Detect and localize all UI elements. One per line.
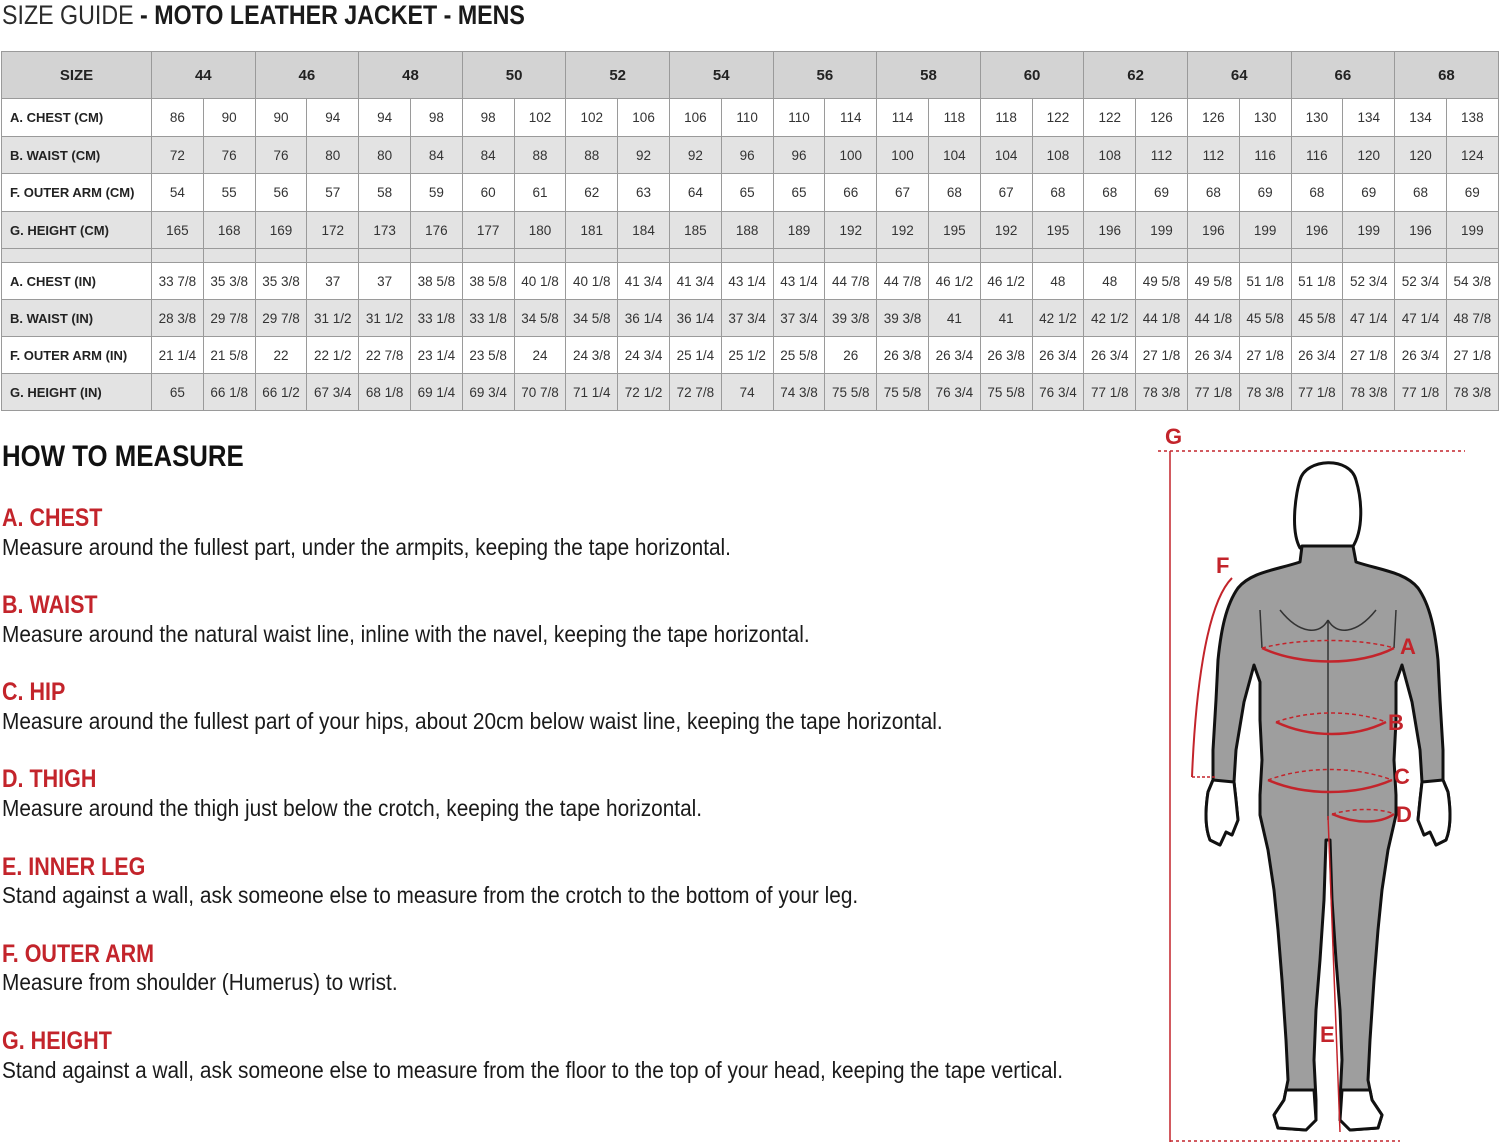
table-cell: 74 xyxy=(721,374,773,411)
table-cell: 43 1/4 xyxy=(773,263,825,300)
table-cell: 118 xyxy=(928,99,980,137)
title-prefix: SIZE GUIDE xyxy=(2,0,134,30)
table-cell: 195 xyxy=(928,212,980,249)
spacer-cell xyxy=(618,249,670,263)
table-cell: 43 1/4 xyxy=(721,263,773,300)
table-cell: 192 xyxy=(825,212,877,249)
table-cell: 27 1/8 xyxy=(1446,337,1498,374)
table-cell: 27 1/8 xyxy=(1343,337,1395,374)
table-cell: 24 3/8 xyxy=(566,337,618,374)
table-cell: 44 1/8 xyxy=(1136,300,1188,337)
inner-leg-description: Stand against a wall, ask someone else to measure from the crotch to the bottom of your leg. xyxy=(2,882,859,908)
table-cell: 48 xyxy=(1032,263,1084,300)
table-cell: 56 xyxy=(255,174,307,212)
table-cell: 112 xyxy=(1136,137,1188,174)
spacer-cell xyxy=(2,249,152,263)
table-cell: 80 xyxy=(359,137,411,174)
table-cell: 26 3/4 xyxy=(1032,337,1084,374)
table-cell: 100 xyxy=(825,137,877,174)
table-cell: 42 1/2 xyxy=(1084,300,1136,337)
table-row xyxy=(2,263,1499,300)
table-cell: 37 xyxy=(359,263,411,300)
row-label: F. OUTER ARM (IN) xyxy=(2,337,152,374)
table-cell: 26 3/8 xyxy=(980,337,1032,374)
table-cell: 98 xyxy=(410,99,462,137)
table-cell: 72 xyxy=(152,137,204,174)
table-cell: 25 1/2 xyxy=(721,337,773,374)
table-cell: 42 1/2 xyxy=(1032,300,1084,337)
table-cell: 169 xyxy=(255,212,307,249)
row-label: B. WAIST (IN) xyxy=(2,300,152,337)
spacer-cell xyxy=(1032,249,1084,263)
table-cell: 88 xyxy=(566,137,618,174)
table-cell: 110 xyxy=(721,99,773,137)
table-cell: 68 xyxy=(1084,174,1136,212)
table-cell: 172 xyxy=(307,212,359,249)
table-cell: 74 3/8 xyxy=(773,374,825,411)
table-cell: 51 1/8 xyxy=(1291,263,1343,300)
table-cell: 71 1/4 xyxy=(566,374,618,411)
size-header-52: 52 xyxy=(566,52,670,99)
table-cell: 24 3/4 xyxy=(618,337,670,374)
height-heading: G. HEIGHT xyxy=(2,1027,112,1055)
table-cell: 65 xyxy=(152,374,204,411)
table-cell: 177 xyxy=(462,212,514,249)
row-label: A. CHEST (IN) xyxy=(2,263,152,300)
table-cell: 51 1/8 xyxy=(1239,263,1291,300)
table-cell: 44 7/8 xyxy=(825,263,877,300)
outer-arm-heading: F. OUTER ARM xyxy=(2,940,155,968)
table-cell: 199 xyxy=(1136,212,1188,249)
table-cell: 37 3/4 xyxy=(773,300,825,337)
table-cell: 77 1/8 xyxy=(1187,374,1239,411)
size-header-64: 64 xyxy=(1187,52,1291,99)
letter-f: F xyxy=(1216,553,1230,578)
table-cell: 70 7/8 xyxy=(514,374,566,411)
row-label: A. CHEST (CM) xyxy=(2,99,152,137)
table-cell: 23 1/4 xyxy=(410,337,462,374)
table-cell: 48 7/8 xyxy=(1446,300,1498,337)
table-cell: 21 5/8 xyxy=(203,337,255,374)
spacer-cell xyxy=(773,249,825,263)
table-cell: 134 xyxy=(1343,99,1395,137)
table-cell: 104 xyxy=(980,137,1032,174)
table-cell: 84 xyxy=(410,137,462,174)
table-cell: 102 xyxy=(566,99,618,137)
table-cell: 189 xyxy=(773,212,825,249)
table-cell: 22 1/2 xyxy=(307,337,359,374)
table-cell: 35 3/8 xyxy=(255,263,307,300)
table-cell: 68 xyxy=(1395,174,1447,212)
table-cell: 66 1/2 xyxy=(255,374,307,411)
spacer-cell xyxy=(1136,249,1188,263)
table-row xyxy=(2,300,1499,337)
table-cell: 180 xyxy=(514,212,566,249)
table-cell: 126 xyxy=(1187,99,1239,137)
table-row xyxy=(2,174,1499,212)
table-cell: 80 xyxy=(307,137,359,174)
table-cell: 184 xyxy=(618,212,670,249)
table-cell: 60 xyxy=(462,174,514,212)
size-header-46: 46 xyxy=(255,52,359,99)
table-cell: 96 xyxy=(721,137,773,174)
table-cell: 78 3/8 xyxy=(1343,374,1395,411)
table-cell: 66 1/8 xyxy=(203,374,255,411)
table-cell: 165 xyxy=(152,212,204,249)
table-cell: 52 3/4 xyxy=(1395,263,1447,300)
table-cell: 126 xyxy=(1136,99,1188,137)
table-cell: 26 3/4 xyxy=(1395,337,1447,374)
measurement-figure xyxy=(1150,420,1480,1144)
table-cell: 181 xyxy=(566,212,618,249)
table-cell: 108 xyxy=(1032,137,1084,174)
spacer-cell xyxy=(307,249,359,263)
size-header-label: SIZE xyxy=(2,52,152,99)
table-cell: 77 1/8 xyxy=(1291,374,1343,411)
table-cell: 67 3/4 xyxy=(307,374,359,411)
letter-a: A xyxy=(1400,634,1416,659)
table-cell: 76 xyxy=(255,137,307,174)
size-header-60: 60 xyxy=(980,52,1084,99)
size-header-66: 66 xyxy=(1291,52,1395,99)
spacer-cell xyxy=(1291,249,1343,263)
table-cell: 57 xyxy=(307,174,359,212)
row-label: B. WAIST (CM) xyxy=(2,137,152,174)
height-description: Stand against a wall, ask someone else to measure from the floor to the top of your head, keeping the tape vertical. xyxy=(2,1057,1064,1083)
letter-e: E xyxy=(1320,1022,1335,1047)
table-cell: 134 xyxy=(1395,99,1447,137)
table-cell: 45 5/8 xyxy=(1291,300,1343,337)
spacer-cell xyxy=(1084,249,1136,263)
table-cell: 90 xyxy=(255,99,307,137)
table-cell: 23 5/8 xyxy=(462,337,514,374)
table-row xyxy=(2,212,1499,249)
table-cell: 199 xyxy=(1446,212,1498,249)
table-cell: 195 xyxy=(1032,212,1084,249)
table-cell: 98 xyxy=(462,99,514,137)
table-cell: 26 3/4 xyxy=(1084,337,1136,374)
table-cell: 92 xyxy=(618,137,670,174)
table-cell: 54 xyxy=(152,174,204,212)
spacer-cell xyxy=(359,249,411,263)
table-cell: 72 1/2 xyxy=(618,374,670,411)
table-cell: 38 5/8 xyxy=(410,263,462,300)
table-cell: 68 xyxy=(1291,174,1343,212)
table-cell: 130 xyxy=(1239,99,1291,137)
table-cell: 39 3/8 xyxy=(877,300,929,337)
table-cell: 196 xyxy=(1187,212,1239,249)
table-cell: 29 7/8 xyxy=(203,300,255,337)
waist-description: Measure around the natural waist line, inline with the navel, keeping the tape horizontal. xyxy=(2,621,810,647)
table-cell: 66 xyxy=(825,174,877,212)
table-cell: 69 xyxy=(1343,174,1395,212)
table-cell: 118 xyxy=(980,99,1032,137)
table-cell: 41 xyxy=(928,300,980,337)
table-cell: 31 1/2 xyxy=(307,300,359,337)
table-cell: 69 xyxy=(1136,174,1188,212)
size-header-62: 62 xyxy=(1084,52,1188,99)
table-cell: 69 xyxy=(1446,174,1498,212)
table-cell: 67 xyxy=(980,174,1032,212)
chest-heading: A. CHEST xyxy=(2,504,103,532)
table-cell: 26 3/8 xyxy=(877,337,929,374)
table-cell: 72 7/8 xyxy=(669,374,721,411)
size-header-54: 54 xyxy=(669,52,773,99)
table-cell: 104 xyxy=(928,137,980,174)
table-cell: 69 3/4 xyxy=(462,374,514,411)
table-cell: 40 1/8 xyxy=(514,263,566,300)
table-cell: 26 3/4 xyxy=(1291,337,1343,374)
table-cell: 173 xyxy=(359,212,411,249)
table-cell: 45 5/8 xyxy=(1239,300,1291,337)
row-label: G. HEIGHT (CM) xyxy=(2,212,152,249)
table-cell: 44 7/8 xyxy=(877,263,929,300)
table-cell: 130 xyxy=(1291,99,1343,137)
spacer-cell xyxy=(928,249,980,263)
spacer-cell xyxy=(1446,249,1498,263)
table-cell: 59 xyxy=(410,174,462,212)
letter-d: D xyxy=(1396,802,1412,827)
table-cell: 116 xyxy=(1291,137,1343,174)
table-cell: 77 1/8 xyxy=(1395,374,1447,411)
table-cell: 75 5/8 xyxy=(980,374,1032,411)
table-cell: 49 5/8 xyxy=(1136,263,1188,300)
table-cell: 49 5/8 xyxy=(1187,263,1239,300)
table-cell: 26 3/4 xyxy=(928,337,980,374)
row-label: F. OUTER ARM (CM) xyxy=(2,174,152,212)
table-cell: 94 xyxy=(307,99,359,137)
table-cell: 26 xyxy=(825,337,877,374)
table-cell: 92 xyxy=(669,137,721,174)
table-cell: 48 xyxy=(1084,263,1136,300)
chest-description: Measure around the fullest part, under the armpits, keeping the tape horizontal. xyxy=(2,534,731,560)
table-cell: 41 3/4 xyxy=(618,263,670,300)
table-cell: 78 3/8 xyxy=(1446,374,1498,411)
table-cell: 185 xyxy=(669,212,721,249)
table-cell: 27 1/8 xyxy=(1239,337,1291,374)
table-cell: 76 xyxy=(203,137,255,174)
table-cell: 188 xyxy=(721,212,773,249)
spacer-cell xyxy=(566,249,618,263)
table-cell: 108 xyxy=(1084,137,1136,174)
table-cell: 41 3/4 xyxy=(669,263,721,300)
table-cell: 39 3/8 xyxy=(825,300,877,337)
table-cell: 192 xyxy=(877,212,929,249)
table-cell: 88 xyxy=(514,137,566,174)
table-cell: 69 1/4 xyxy=(410,374,462,411)
table-cell: 196 xyxy=(1291,212,1343,249)
spacer-cell xyxy=(255,249,307,263)
spacer-cell xyxy=(1239,249,1291,263)
table-cell: 36 1/4 xyxy=(618,300,670,337)
table-cell: 122 xyxy=(1084,99,1136,137)
table-cell: 44 1/8 xyxy=(1187,300,1239,337)
table-cell: 25 5/8 xyxy=(773,337,825,374)
spacer-cell xyxy=(721,249,773,263)
table-cell: 31 1/2 xyxy=(359,300,411,337)
table-cell: 65 xyxy=(721,174,773,212)
table-cell: 76 3/4 xyxy=(928,374,980,411)
table-cell: 78 3/8 xyxy=(1136,374,1188,411)
table-cell: 138 xyxy=(1446,99,1498,137)
inner-leg-heading: E. INNER LEG xyxy=(2,853,146,881)
table-cell: 52 3/4 xyxy=(1343,263,1395,300)
table-cell: 33 1/8 xyxy=(462,300,514,337)
table-cell: 37 3/4 xyxy=(721,300,773,337)
table-cell: 25 1/4 xyxy=(669,337,721,374)
spacer-cell xyxy=(877,249,929,263)
table-cell: 196 xyxy=(1395,212,1447,249)
title-main: - MOTO LEATHER JACKET - MENS xyxy=(133,0,525,30)
table-cell: 168 xyxy=(203,212,255,249)
size-header-56: 56 xyxy=(773,52,877,99)
table-cell: 33 1/8 xyxy=(410,300,462,337)
table-cell: 114 xyxy=(825,99,877,137)
how-to-measure-heading: HOW TO MEASURE xyxy=(2,440,244,473)
table-cell: 55 xyxy=(203,174,255,212)
table-cell: 76 3/4 xyxy=(1032,374,1084,411)
table-cell: 22 xyxy=(255,337,307,374)
table-cell: 102 xyxy=(514,99,566,137)
table-cell: 58 xyxy=(359,174,411,212)
table-cell: 192 xyxy=(980,212,1032,249)
table-cell: 47 1/4 xyxy=(1343,300,1395,337)
table-cell: 100 xyxy=(877,137,929,174)
table-cell: 110 xyxy=(773,99,825,137)
table-cell: 68 xyxy=(928,174,980,212)
spacer-cell xyxy=(410,249,462,263)
table-cell: 35 3/8 xyxy=(203,263,255,300)
table-cell: 28 3/8 xyxy=(152,300,204,337)
table-cell: 199 xyxy=(1343,212,1395,249)
table-cell: 22 7/8 xyxy=(359,337,411,374)
table-cell: 63 xyxy=(618,174,670,212)
size-header-50: 50 xyxy=(462,52,566,99)
table-cell: 114 xyxy=(877,99,929,137)
size-header-58: 58 xyxy=(877,52,981,99)
table-cell: 86 xyxy=(152,99,204,137)
spacer-cell xyxy=(1395,249,1447,263)
table-cell: 46 1/2 xyxy=(928,263,980,300)
table-cell: 106 xyxy=(669,99,721,137)
table-cell: 196 xyxy=(1084,212,1136,249)
table-cell: 46 1/2 xyxy=(980,263,1032,300)
table-cell: 112 xyxy=(1187,137,1239,174)
table-cell: 94 xyxy=(359,99,411,137)
table-cell: 77 1/8 xyxy=(1084,374,1136,411)
spacer-cell xyxy=(203,249,255,263)
size-header-48: 48 xyxy=(359,52,463,99)
table-cell: 61 xyxy=(514,174,566,212)
table-cell: 29 7/8 xyxy=(255,300,307,337)
letter-c: C xyxy=(1394,764,1410,789)
table-cell: 64 xyxy=(669,174,721,212)
spacer-cell xyxy=(825,249,877,263)
table-cell: 21 1/4 xyxy=(152,337,204,374)
table-cell: 40 1/8 xyxy=(566,263,618,300)
spacer-cell xyxy=(669,249,721,263)
spacer-cell xyxy=(514,249,566,263)
table-cell: 24 xyxy=(514,337,566,374)
table-cell: 90 xyxy=(203,99,255,137)
table-cell: 124 xyxy=(1446,137,1498,174)
table-cell: 122 xyxy=(1032,99,1084,137)
table-cell: 62 xyxy=(566,174,618,212)
table-cell: 120 xyxy=(1343,137,1395,174)
spacer-cell xyxy=(1187,249,1239,263)
table-cell: 199 xyxy=(1239,212,1291,249)
outer-arm-description: Measure from shoulder (Humerus) to wrist. xyxy=(2,969,398,995)
table-cell: 68 xyxy=(1032,174,1084,212)
letter-g: G xyxy=(1165,424,1183,449)
spacer-cell xyxy=(462,249,514,263)
table-cell: 38 5/8 xyxy=(462,263,514,300)
table-cell: 47 1/4 xyxy=(1395,300,1447,337)
table-cell: 84 xyxy=(462,137,514,174)
table-row xyxy=(2,374,1499,411)
table-cell: 41 xyxy=(980,300,1032,337)
table-cell: 27 1/8 xyxy=(1136,337,1188,374)
size-header-68: 68 xyxy=(1395,52,1499,99)
thigh-heading: D. THIGH xyxy=(2,765,97,793)
hip-heading: C. HIP xyxy=(2,678,66,706)
table-cell: 54 3/8 xyxy=(1446,263,1498,300)
table-cell: 75 5/8 xyxy=(825,374,877,411)
table-cell: 69 xyxy=(1239,174,1291,212)
table-cell: 120 xyxy=(1395,137,1447,174)
table-cell: 78 3/8 xyxy=(1239,374,1291,411)
waist-heading: B. WAIST xyxy=(2,591,98,619)
table-cell: 176 xyxy=(410,212,462,249)
letter-b: B xyxy=(1388,710,1404,735)
hip-description: Measure around the fullest part of your hips, about 20cm below waist line, keeping the tape horizontal. xyxy=(2,708,943,734)
spacer-cell xyxy=(152,249,204,263)
table-cell: 68 1/8 xyxy=(359,374,411,411)
table-cell: 34 5/8 xyxy=(566,300,618,337)
table-cell: 67 xyxy=(877,174,929,212)
size-header-44: 44 xyxy=(152,52,256,99)
table-cell: 68 xyxy=(1187,174,1239,212)
table-spacer-row xyxy=(2,249,1499,263)
table-cell: 34 5/8 xyxy=(514,300,566,337)
table-cell: 37 xyxy=(307,263,359,300)
table-row xyxy=(2,99,1499,137)
table-row xyxy=(2,337,1499,374)
thigh-description: Measure around the thigh just below the crotch, keeping the tape horizontal. xyxy=(2,795,703,821)
table-cell: 96 xyxy=(773,137,825,174)
table-row xyxy=(2,137,1499,174)
size-table xyxy=(1,51,1499,411)
table-cell: 36 1/4 xyxy=(669,300,721,337)
row-label: G. HEIGHT (IN) xyxy=(2,374,152,411)
table-cell: 116 xyxy=(1239,137,1291,174)
spacer-cell xyxy=(1343,249,1395,263)
table-cell: 75 5/8 xyxy=(877,374,929,411)
page-title xyxy=(2,0,525,32)
spacer-cell xyxy=(980,249,1032,263)
table-cell: 33 7/8 xyxy=(152,263,204,300)
table-cell: 106 xyxy=(618,99,670,137)
table-cell: 26 3/4 xyxy=(1187,337,1239,374)
table-cell: 65 xyxy=(773,174,825,212)
